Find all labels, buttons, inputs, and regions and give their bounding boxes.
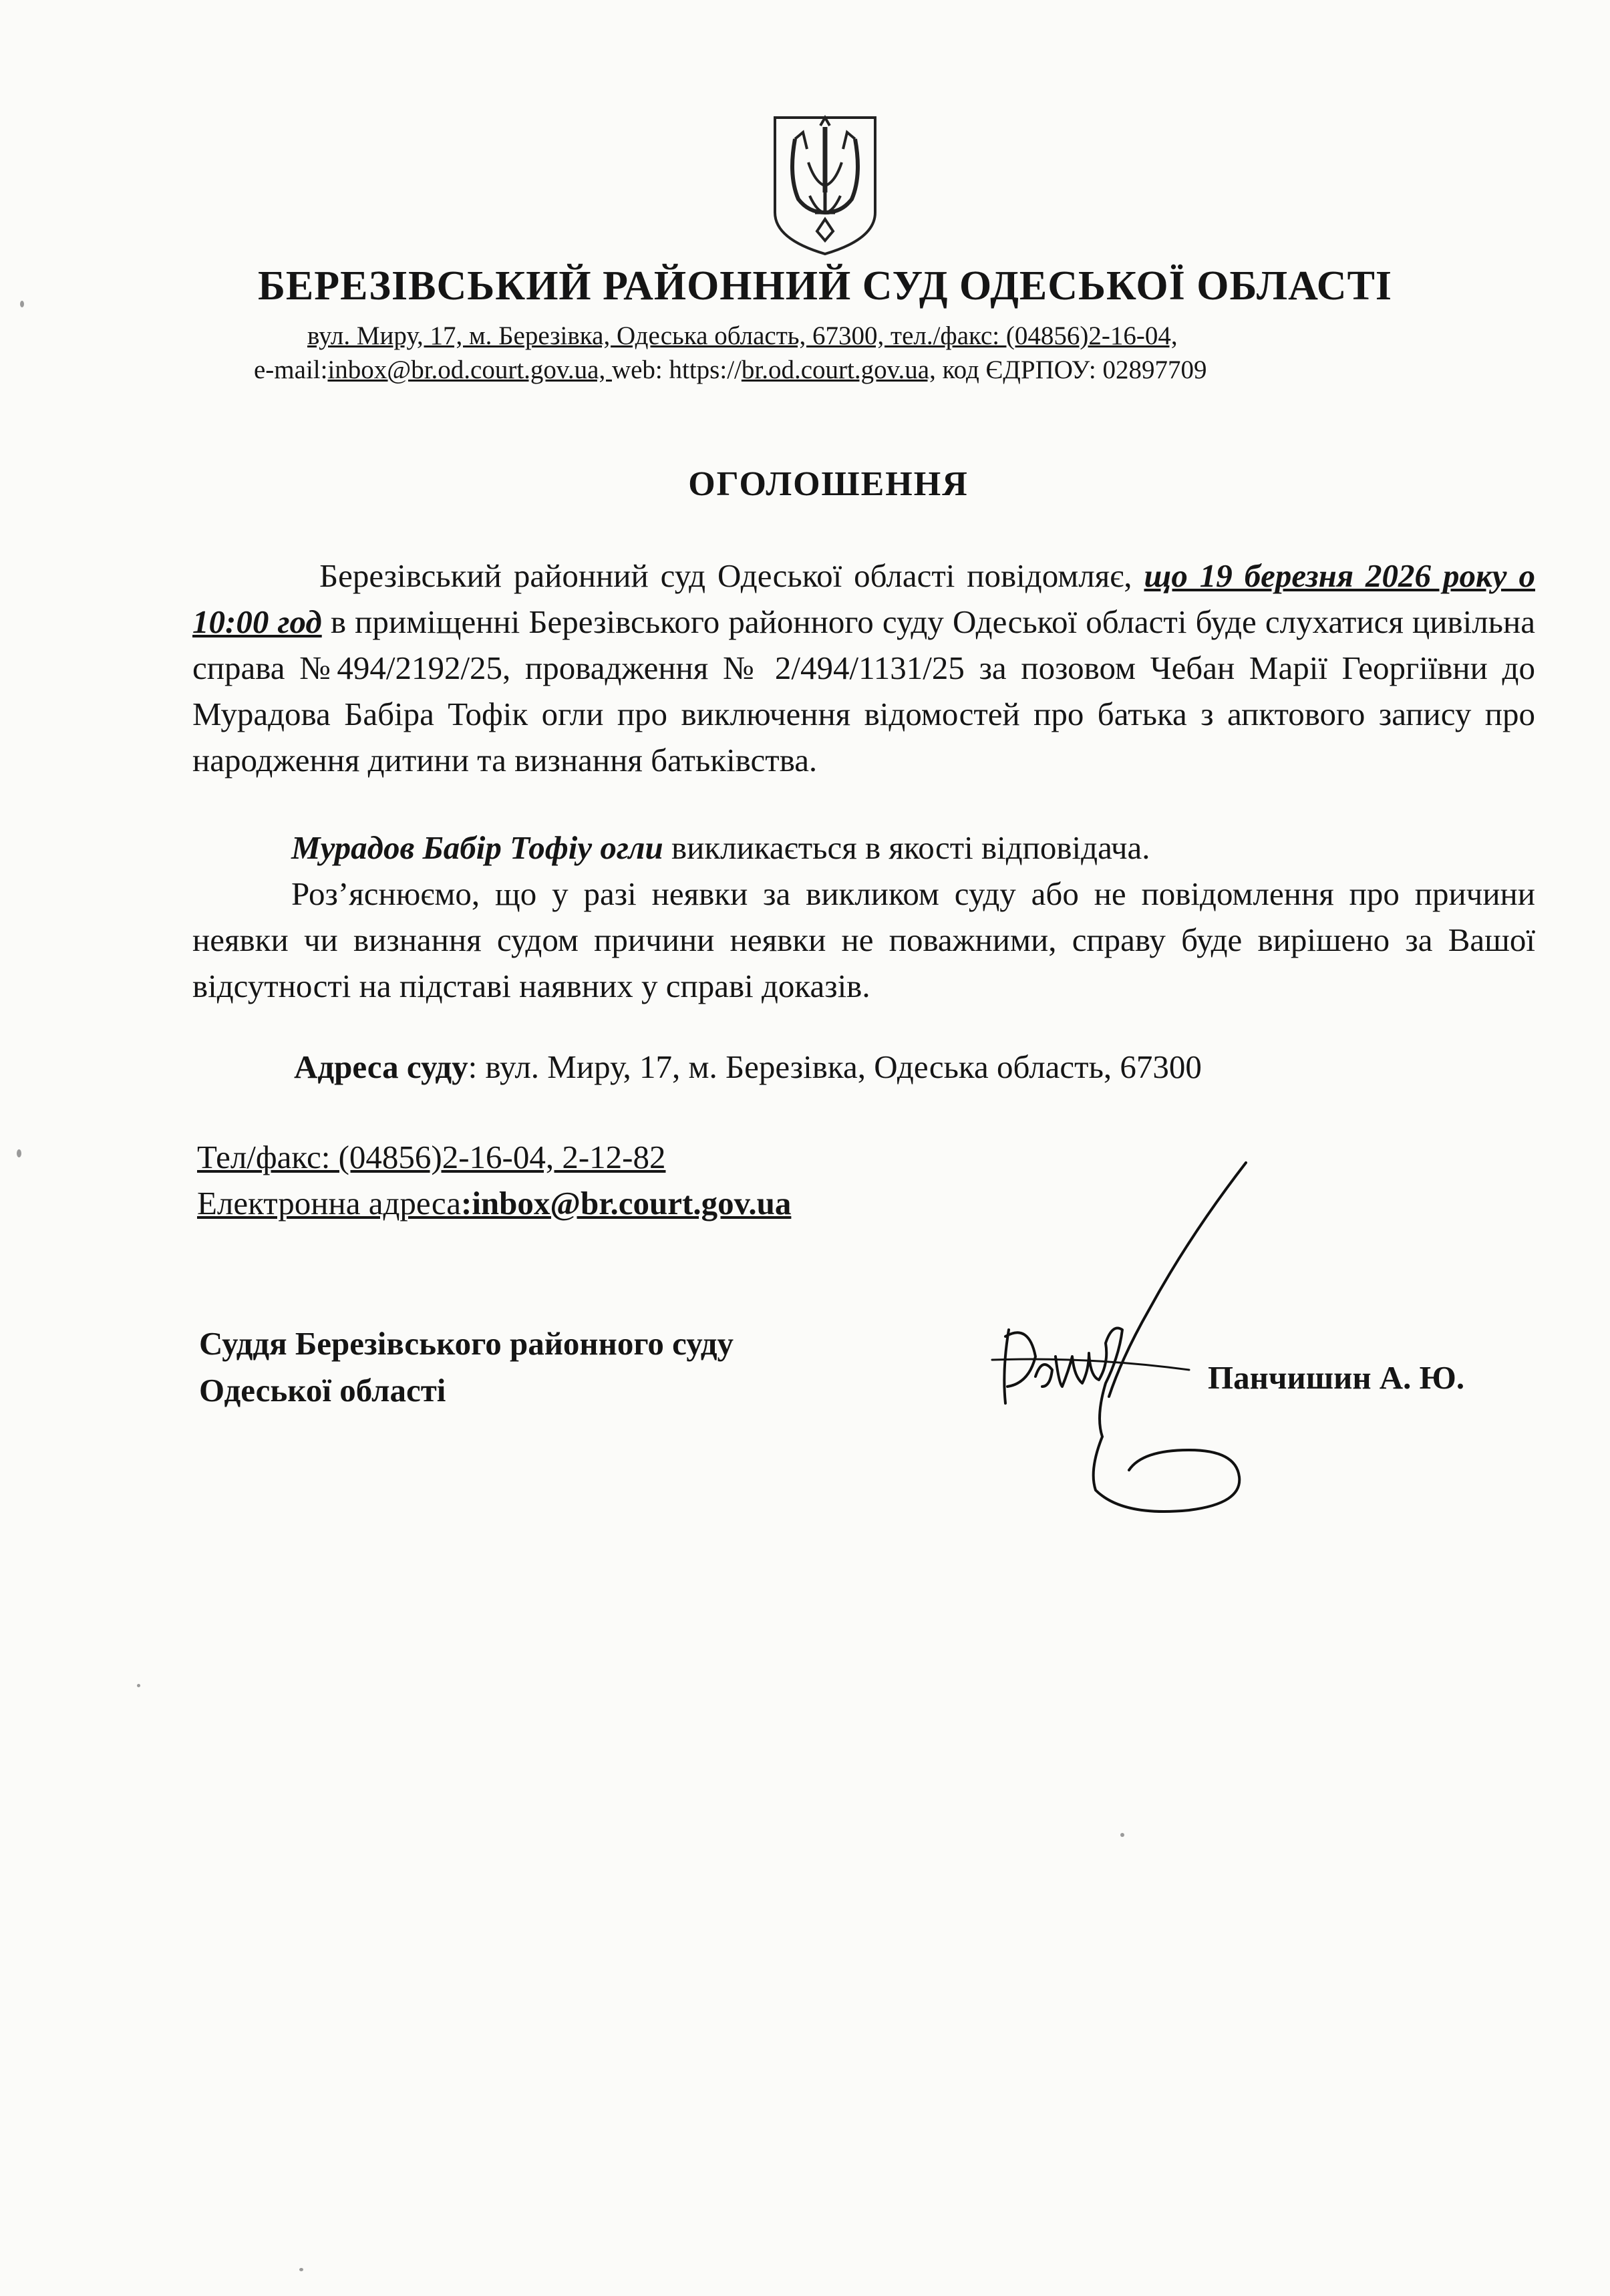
scan-speck (17, 1149, 21, 1157)
address-line-text: вул. Миру, 17, м. Березівка, Одеська область, 67300, тел./факс: (04856)2-16-04, (307, 321, 1178, 350)
hearing-date-highlight: що 19 березня 2026 року о 10:00 год (192, 557, 1535, 640)
clarification-paragraph: Роз’яснюємо, що у разі неявки за викликом суду або не повідомлення про причини неявки чи визнання судом причини неявки не поважними, справу буде вирішено за Вашої відсутності на підставі наявних у справі доказів. (192, 875, 1535, 1004)
paragraph-intro: Березівський районний суд Одеської області повідомляє, (319, 557, 1144, 594)
email-address-label: Електронна адреса (197, 1185, 461, 1222)
judge-title-line1: Суддя Березівського районного суду (199, 1325, 734, 1362)
scan-speck (1120, 1833, 1124, 1837)
edrpou-code: код ЄДРПОУ: 02897709 (935, 355, 1207, 384)
announcement-paragraph (192, 553, 1535, 783)
scan-speck (137, 1684, 140, 1687)
court-contact-line (254, 355, 1206, 385)
header-web-link[interactable]: br.od.court.gov.ua, (741, 355, 936, 384)
phone-fax: Тел/факс: (04856)2-16-04, 2-12-82 (197, 1139, 666, 1175)
judge-title (199, 1320, 734, 1414)
scan-speck (299, 2268, 303, 2271)
court-address-label: Адреса суду (294, 1048, 468, 1085)
email-label: e-mail: (254, 355, 328, 384)
paragraph-details: в приміщенні Березівського районного суду Одеської області буде слухатися цивільна справа №494/2192/25, провадження № 2/494/1131/25 за позовом Чебан Марії Георгіївни до Мурадова Бабіра Тофік огли про виключення відомостей про батька з апктового запису про народження дитини та визнання батьківства. (192, 603, 1535, 778)
court-name: БЕРЕЗІВСЬКИЙ РАЙОННИЙ СУД ОДЕСЬКОЇ ОБЛАСТІ (257, 263, 1393, 309)
judge-name: Панчишин А. Ю. (1208, 1359, 1465, 1396)
trident-emblem-icon (768, 112, 882, 258)
court-address-header (307, 321, 1178, 351)
summons-text: викликається в якості відповідача. (663, 829, 1150, 866)
defendant-name: Мурадов Бабір Тофіу огли (291, 829, 663, 866)
handwritten-signature (989, 1156, 1283, 1530)
scan-speck (20, 301, 24, 307)
judge-title-line2: Одеської області (199, 1372, 446, 1409)
document-title: ОГОЛОШЕННЯ (688, 465, 969, 503)
defendant-summons-paragraph (192, 825, 1535, 871)
header-email-link[interactable]: inbox@br.od.court.gov.ua, (327, 355, 612, 384)
email-address (197, 1184, 791, 1222)
court-address-value: : вул. Миру, 17, м. Березівка, Одеська область, 67300 (468, 1048, 1202, 1085)
court-address (294, 1048, 1202, 1086)
email-address-link[interactable]: :inbox@br.court.gov.ua (461, 1185, 792, 1222)
web-label: web: https:// (611, 355, 742, 384)
